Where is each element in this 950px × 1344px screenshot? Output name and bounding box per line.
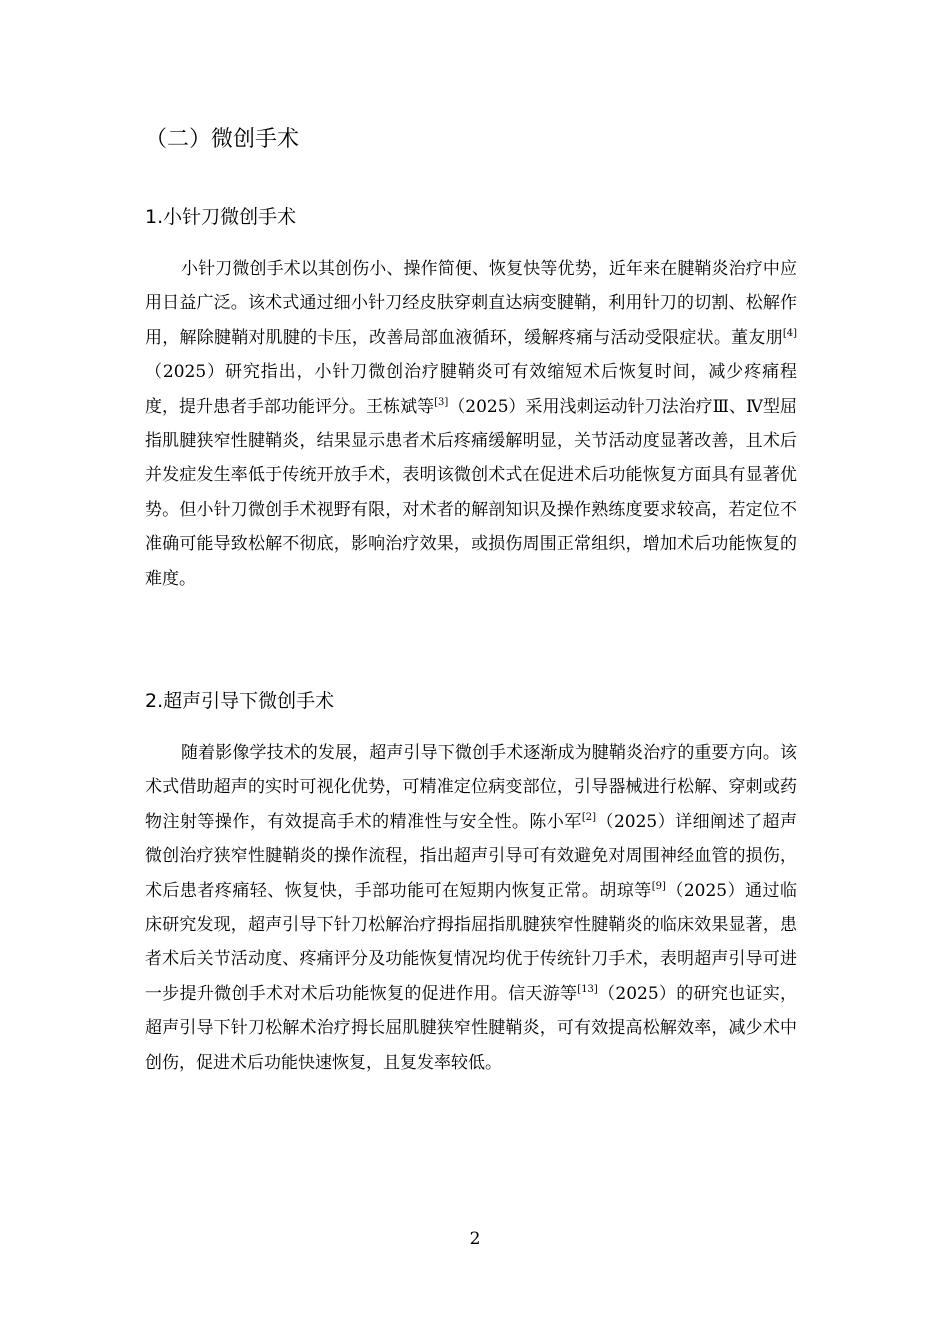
paragraph-text: 随着影像学技术的发展，超声引导下微创手术逐渐成为腱鞘炎治疗的重要方向。该术式借助超声的实时可视化优势，可精准定位病变部位，引导器械进行松解、穿刺或药物注射等操作，有效提高手术的精准性与安全性。陈小军 <box>145 743 797 832</box>
citation-ref: [13] <box>577 983 598 995</box>
page-number: 2 <box>469 1229 481 1249</box>
paragraph-text: （2025）采用浅刺运动针刀法治疗Ⅲ、Ⅳ型屈指肌腱狭窄性腱鞘炎，结果显示患者术后疼痛缓解明显，关节活动度显著改善，且术后并发症发生率低于传统开放手术，表明该微创术式在促进术后功能恢复方面具有显著优势。但小针刀微创手术视野有限，对术者的解剖知识及操作熟练度要求较高，若定位不准确可能导致松解不彻底，影响治疗效果，或损伤周围正常组织，增加术后功能恢复的难度。 <box>145 396 798 589</box>
section-title: （二）微创手术 <box>145 127 300 152</box>
paragraph-ultrasound-guided <box>145 736 797 1080</box>
subsection-title-small-needle-knife: 1.小针刀微创手术 <box>145 206 297 228</box>
paragraph-text: （2025）详细阐述了超声微创治疗狭窄性腱鞘炎的操作流程，指出超声引导可有效避免对周围神经血管的损伤，术后患者疼痛轻、恢复快，手部功能可在短期内恢复正常。胡琼等 <box>145 811 798 901</box>
paragraph-text: （2025）的研究也证实，超声引导下针刀松解术治疗拇长屈肌腱狭窄性腱鞘炎，可有效提高松解效率，减少术中创伤，促进术后功能快速恢复，且复发率较低。 <box>145 983 798 1073</box>
paragraph-text: （2025）研究指出，小针刀微创治疗腱鞘炎可有效缩短术后恢复时间，减少疼痛程度，提升患者手部功能评分。王栋斌等 <box>145 362 797 417</box>
paragraph-small-needle-knife <box>145 252 797 596</box>
citation-ref: [2] <box>581 811 597 823</box>
citation-ref: [4] <box>782 327 797 339</box>
citation-ref: [3] <box>434 396 449 408</box>
paragraph-text: 小针刀微创手术以其创伤小、操作简便、恢复快等优势，近年来在腱鞘炎治疗中应用日益广泛。该术式通过细小针刀经皮肤穿刺直达病变腱鞘，利用针刀的切割、松解作用，解除腱鞘对肌腱的卡压，改善局部血液循环，缓解疼痛与活动受限症状。董友朋 <box>145 259 797 348</box>
paragraph-text: （2025）通过临床研究发现，超声引导下针刀松解治疗拇指屈指肌腱狭窄性腱鞘炎的临床效果显著，患者术后关节活动度、疼痛评分及功能恢复情况均优于传统针刀手术，表明超声引导可进一步提升微创手术对术后功能恢复的促进作用。信天游等 <box>145 880 798 1004</box>
subsection-title-ultrasound-guided: 2.超声引导下微创手术 <box>145 690 335 712</box>
citation-ref: [9] <box>651 880 666 892</box>
